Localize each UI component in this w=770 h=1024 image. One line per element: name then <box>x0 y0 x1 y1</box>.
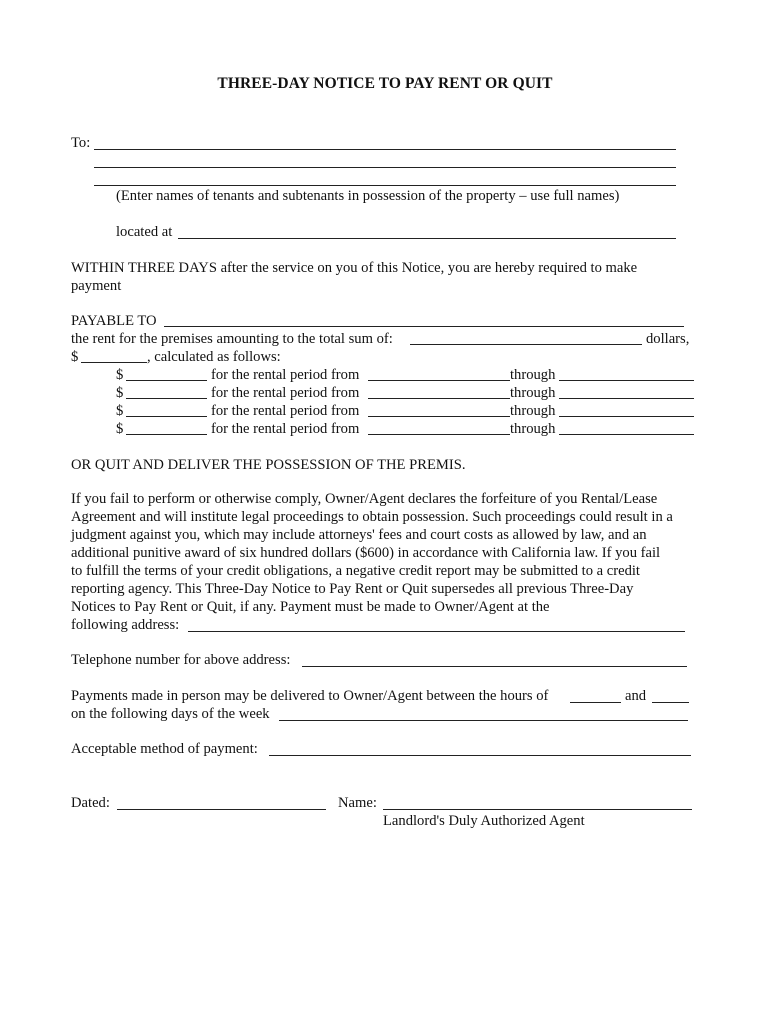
following-address-label: following address: <box>71 617 180 633</box>
row-from-line[interactable] <box>368 380 510 381</box>
days-of-week-label: on the following days of the week <box>71 706 270 722</box>
row-through-line[interactable] <box>559 380 694 381</box>
located-at-label: located at <box>116 224 173 240</box>
name-label: Name: <box>338 795 377 811</box>
row-through-label: through <box>510 403 556 419</box>
calculated-label: , calculated as follows: <box>147 349 281 365</box>
tenants-hint: (Enter names of tenants and subtenants in possession of the property – use full names) <box>116 188 620 204</box>
row-through-line[interactable] <box>559 434 694 435</box>
row-period-label: for the rental period from <box>211 367 360 383</box>
row-period-label: for the rental period from <box>211 421 360 437</box>
payable-to-label: PAYABLE TO <box>71 313 157 329</box>
agent-caption: Landlord's Duly Authorized Agent <box>383 813 585 829</box>
row-amount-line[interactable] <box>126 434 207 435</box>
row-currency: $ <box>116 421 124 437</box>
to-label: To: <box>71 135 91 151</box>
row-currency: $ <box>116 385 124 401</box>
row-from-line[interactable] <box>368 416 510 417</box>
row-period-label: for the rental period from <box>211 385 360 401</box>
dollars-label: dollars, <box>646 331 690 347</box>
row-currency: $ <box>116 403 124 419</box>
hours-from-line[interactable] <box>570 702 621 703</box>
row-through-label: through <box>510 367 556 383</box>
row-amount-line[interactable] <box>126 398 207 399</box>
payable-to-line[interactable] <box>164 326 684 327</box>
document-title: THREE-DAY NOTICE TO PAY RENT OR QUIT <box>217 75 553 92</box>
tenant-name-line-1[interactable] <box>94 149 676 150</box>
payments-hours-label: Payments made in person may be delivered to Owner/Agent between the hours of <box>71 688 549 704</box>
row-currency: $ <box>116 367 124 383</box>
payment-method-line[interactable] <box>269 755 691 756</box>
total-sum-line[interactable] <box>410 344 642 345</box>
tenant-name-line-2[interactable] <box>94 167 676 168</box>
row-period-label: for the rental period from <box>211 403 360 419</box>
row-through-line[interactable] <box>559 398 694 399</box>
amount-line[interactable] <box>81 362 147 363</box>
rent-sum-label: the rent for the premises amounting to the total sum of: <box>71 331 393 347</box>
date-line[interactable] <box>117 809 326 810</box>
dated-label: Dated: <box>71 795 110 811</box>
row-through-line[interactable] <box>559 416 694 417</box>
row-through-label: through <box>510 385 556 401</box>
row-from-line[interactable] <box>368 398 510 399</box>
warning-paragraph: If you fail to perform or otherwise comply, Owner/Agent declares the forfeiture of you Rental/Lease Agreement and will institute legal proceedings to obtain possession. Such proceedings could result in a judgment against you, which may include attorneys' fees and court costs as allowed by law, and an additional punitive award of six hundred dollars ($600) in accordance with California law. If you fail to fulfill the terms of your credit obligations, a negative credit report may be submitted to a credit reporting agency. This Three-Day Notice to Pay Rent or Quit supersedes all previous Three-Day Notices to Pay Rent or Quit, if any. Payment must be made to Owner/Agent at the <box>71 491 673 615</box>
dollar-sign: $ <box>71 349 79 365</box>
payment-address-line[interactable] <box>188 631 685 632</box>
hours-to-line[interactable] <box>652 702 689 703</box>
agent-name-line[interactable] <box>383 809 692 810</box>
quit-statement: OR QUIT AND DELIVER THE POSSESSION OF THE PREMIS. <box>71 457 466 473</box>
row-through-label: through <box>510 421 556 437</box>
row-from-line[interactable] <box>368 434 510 435</box>
tenant-name-line-3[interactable] <box>94 185 676 186</box>
telephone-label: Telephone number for above address: <box>71 652 291 668</box>
and-label: and <box>625 688 647 704</box>
payment-method-label: Acceptable method of payment: <box>71 741 258 757</box>
telephone-line[interactable] <box>302 666 687 667</box>
property-address-line[interactable] <box>178 238 676 239</box>
days-of-week-line[interactable] <box>279 720 688 721</box>
row-amount-line[interactable] <box>126 380 207 381</box>
row-amount-line[interactable] <box>126 416 207 417</box>
within-three-days-text: WITHIN THREE DAYS after the service on you of this Notice, you are hereby required to make payment <box>71 260 638 294</box>
